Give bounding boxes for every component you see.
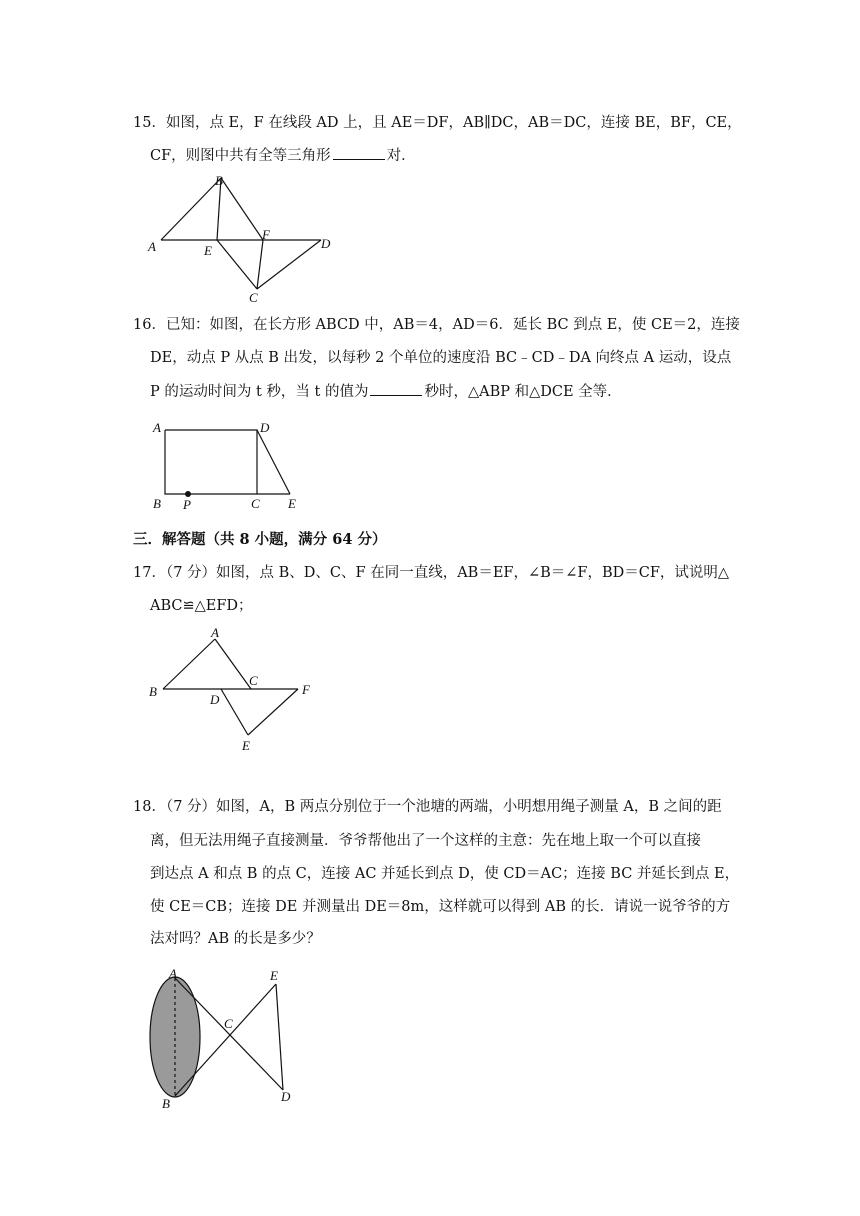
q17-segment-de — [221, 689, 248, 735]
q16-rectangle-abcd — [165, 430, 257, 494]
q16-label-a: A — [153, 420, 161, 435]
q18-text-5: 法对吗？AB 的长是多少？ — [150, 931, 321, 947]
q16-text-2: DE，动点 P 从点 B 出发，以每秒 2 个单位的速度沿 BC﹣CD﹣DA 向终点 A 运动，设点 — [150, 350, 732, 366]
q15-label-f: F — [262, 227, 270, 242]
q17-label-c: C — [249, 673, 258, 688]
q16-answer-blank[interactable] — [370, 381, 422, 396]
q17-segment-ac — [215, 639, 251, 689]
q16-line-3 — [150, 381, 622, 402]
q16-label-e: E — [288, 496, 296, 511]
q17-segment-ab — [163, 639, 215, 689]
q17-label-f: F — [302, 682, 310, 697]
q15-text-1: 如图，点 E，F 在线段 AD 上，且 AE＝DF，AB∥DC，AB＝DC，连接 BE，BF，CE， — [165, 115, 742, 131]
q15-label-a: A — [148, 239, 156, 254]
q17-segment-ef — [248, 689, 298, 735]
q15-answer-blank[interactable] — [333, 145, 385, 160]
q18-label-b: B — [162, 1096, 170, 1111]
q18-text-2: 离，但无法用绳子直接测量．爷爷帮他出了一个这样的主意：先在地上取一个可以直接 — [150, 833, 701, 849]
q18-figure — [140, 960, 310, 1115]
q15-text-2-end: 对． — [386, 148, 416, 164]
q18-line-3 — [150, 864, 739, 884]
q15-segment-ab — [161, 178, 221, 240]
q17-figure — [145, 625, 325, 755]
q17-line-1 — [133, 563, 730, 583]
q17-line-2 — [150, 596, 253, 616]
q18-label-a: A — [169, 966, 177, 981]
q15-label-e: E — [204, 243, 212, 258]
q16-text-3-end: 秒时，△ABP 和△DCE 全等． — [424, 384, 622, 400]
q18-number: 18． — [133, 799, 166, 815]
q18-text-1: （7 分）如图，A，B 两点分别位于一个池塘的两端，小明想用绳子测量 A，B 之间的距 — [165, 799, 722, 815]
q16-number: 16． — [133, 317, 166, 333]
q15-segment-bf — [221, 178, 263, 240]
q18-line-1 — [133, 797, 722, 817]
q15-text-2: CF，则图中共有全等三角形 — [150, 148, 331, 164]
q18-line-2 — [150, 831, 701, 851]
q17-label-b: B — [149, 684, 157, 699]
q17-label-e: E — [242, 738, 250, 753]
q15-number: 15． — [133, 115, 166, 131]
section-3-title: 三．解答题（共 8 小题，满分 64 分） — [133, 531, 387, 548]
q15-figure — [145, 172, 345, 307]
pond-ellipse — [150, 977, 200, 1097]
q18-label-e: E — [270, 968, 278, 983]
q16-line-2 — [150, 348, 731, 368]
q18-label-c: C — [224, 1016, 233, 1031]
q18-text-3: 到达点 A 和点 B 的点 C，连接 AC 并延长到点 D，使 CD＝AC；连接 BC 并延长到点 E， — [150, 866, 740, 882]
q15-segment-ec — [217, 240, 257, 289]
q15-label-d: D — [321, 236, 331, 251]
q16-label-b: B — [153, 496, 161, 511]
q16-label-c: C — [251, 496, 260, 511]
q18-line-4 — [150, 897, 730, 917]
q17-text-2: ABC≌△EFD； — [150, 598, 253, 614]
q16-figure — [150, 415, 310, 515]
q15-segment-dc — [257, 240, 321, 289]
q18-label-d: D — [281, 1089, 291, 1104]
q15-line-1 — [133, 113, 742, 133]
q15-label-b: B — [215, 173, 223, 188]
q17-text-1: （7 分）如图，点 B、D、C、F 在同一直线，AB＝EF，∠B＝∠F，BD＝CF，试说明△ — [165, 565, 730, 581]
q18-line-5 — [150, 929, 321, 949]
q16-label-d: D — [260, 420, 270, 435]
q17-label-d: D — [210, 692, 220, 707]
q16-label-p: P — [183, 497, 191, 512]
q17-number: 17． — [133, 565, 166, 581]
q16-segment-de — [257, 430, 290, 494]
q18-text-4: 使 CE＝CB；连接 DE 并测量出 DE＝8m，这样就可以得到 AB 的长．请说一说爷爷的方 — [150, 899, 731, 915]
q16-text-3: P 的运动时间为 t 秒，当 t 的值为 — [150, 384, 369, 400]
q15-segment-fc — [257, 240, 263, 289]
q16-text-1: 已知：如图，在长方形 ABCD 中，AB＝4，AD＝6．延长 BC 到点 E，使 CE＝2，连接 — [165, 317, 740, 333]
q15-label-c: C — [249, 290, 258, 305]
q17-label-a: A — [211, 625, 219, 640]
q18-segment-ed — [276, 984, 283, 1090]
q16-line-1 — [133, 315, 740, 335]
q15-line-2 — [150, 145, 416, 166]
